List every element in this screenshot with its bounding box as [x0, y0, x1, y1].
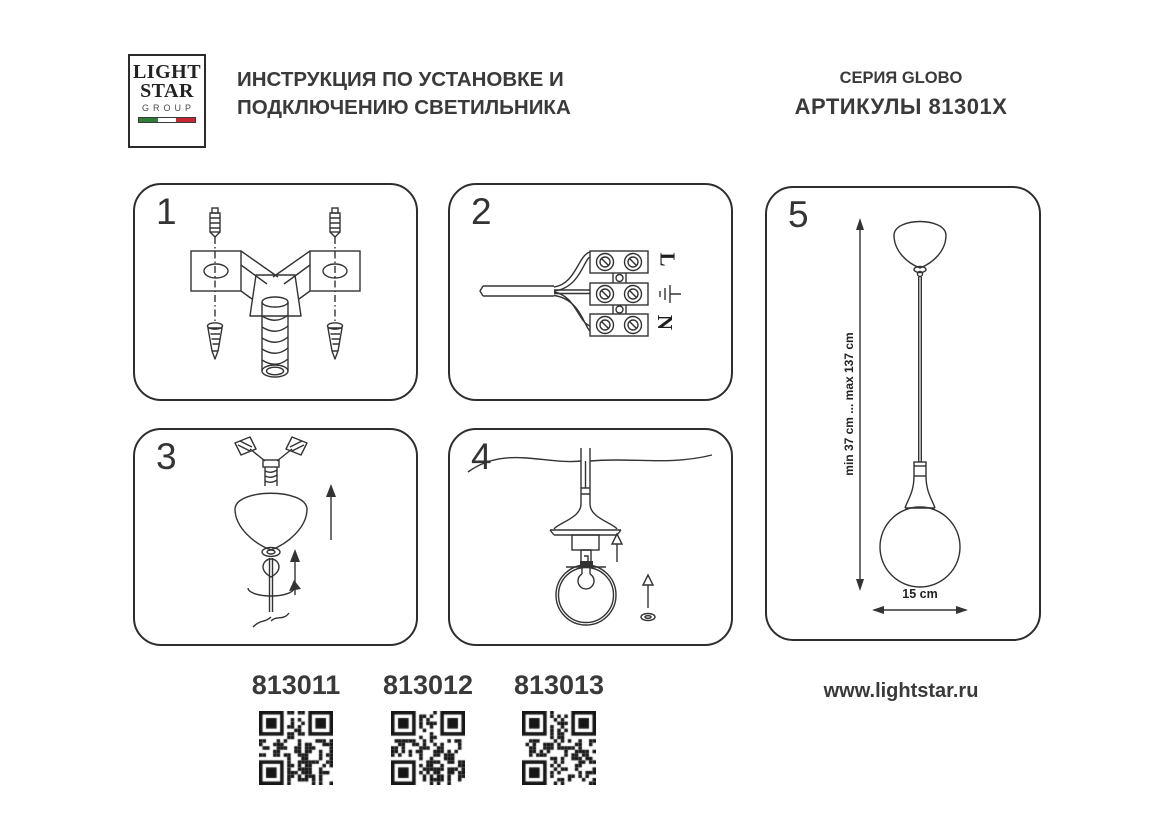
qr-code — [391, 711, 465, 785]
step-1-panel — [133, 183, 418, 401]
terminal-label-neutral: N — [653, 314, 678, 331]
italian-flag-stripe — [138, 117, 196, 123]
mounted-bracket-icon — [235, 437, 307, 486]
up-arrow-icon — [612, 534, 655, 621]
terminal-label-line: L — [655, 252, 680, 267]
website-url: www.lightstar.ru — [823, 680, 979, 702]
lamp-holder-icon — [905, 462, 935, 508]
width-dimension-arrow — [872, 606, 968, 614]
terminal-screws — [597, 254, 642, 334]
cord-icon — [919, 277, 922, 462]
step-5-panel — [765, 186, 1041, 641]
wall-plug-icon — [210, 208, 340, 237]
width-dimension-label: 15 cm — [902, 587, 938, 601]
guide-lines — [215, 237, 335, 323]
step-number: 3 — [156, 436, 177, 477]
series-label: СЕРИЯ GLOBO — [839, 69, 963, 87]
title-line-1: ИНСТРУКЦИЯ ПО УСТАНОВКЕ И — [237, 68, 564, 91]
rotate-arrow-icon — [248, 580, 301, 596]
canopy-mounting-diagram — [135, 430, 416, 644]
article-813012 — [378, 670, 478, 785]
flag-green — [139, 118, 158, 122]
article-code: 813013 — [513, 670, 605, 700]
step-3-panel — [133, 428, 418, 646]
flag-red — [176, 118, 195, 122]
threaded-tube-icon — [262, 297, 288, 377]
up-arrow-icon — [290, 484, 336, 595]
cord-grip-icon — [253, 558, 289, 627]
supply-cable-icon — [480, 252, 590, 331]
qr-code — [259, 711, 333, 785]
canopy-icon — [235, 493, 307, 556]
globe-attachment-diagram — [450, 430, 731, 644]
lightstar-logo — [128, 54, 206, 148]
terminal-strip-icon — [590, 251, 648, 336]
title-line-2: ПОДКЛЮЧЕНИЮ СВЕТИЛЬНИКА — [237, 96, 571, 119]
step-number: 5 — [788, 194, 809, 235]
logo-text-light: LIGHT — [132, 61, 202, 83]
flag-white — [158, 118, 177, 122]
height-dimension-label: min 37 cm ... max 137 cm — [842, 332, 856, 476]
qr-code — [522, 711, 596, 785]
step-2-panel — [448, 183, 733, 401]
globe-shade-icon — [880, 507, 960, 587]
series-block — [765, 69, 1037, 120]
article-code: 813012 — [382, 670, 474, 700]
globe-shade-icon — [556, 561, 616, 625]
article-code: 813011 — [251, 670, 341, 700]
articles-label: АРТИКУЛЫ 81301X — [794, 94, 1008, 119]
canopy-icon — [894, 222, 946, 277]
step-number: 4 — [471, 436, 492, 477]
page-title — [237, 66, 571, 122]
mounting-bracket-diagram — [135, 185, 416, 399]
logo-text-group: GROUP — [141, 103, 195, 113]
step-4-panel — [448, 428, 733, 646]
terminal-block-diagram — [450, 185, 731, 399]
step-number: 1 — [156, 191, 177, 232]
pendant-lamp-diagram — [767, 188, 1039, 639]
step-number: 2 — [471, 191, 492, 232]
height-dimension-arrow — [856, 218, 864, 591]
article-813011 — [246, 670, 346, 785]
logo-text-star: STAR — [140, 80, 194, 102]
ground-icon — [656, 283, 682, 305]
article-813013 — [509, 670, 609, 785]
suspension-icon — [550, 448, 621, 562]
